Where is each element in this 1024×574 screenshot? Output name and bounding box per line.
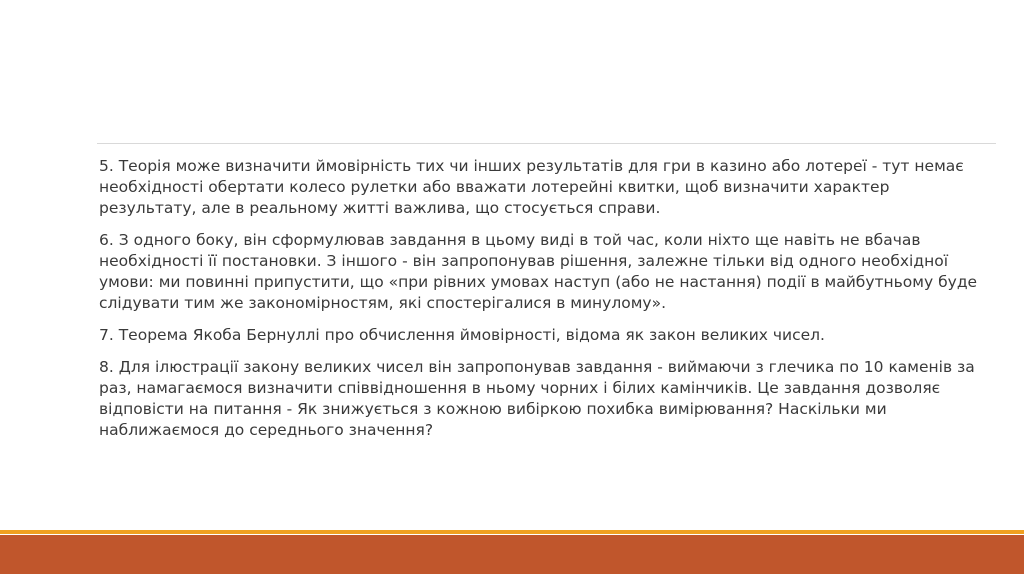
- paragraph-8: 8. Для ілюстрації закону великих чисел він запропонував завдання - виймаючи з глечика по 10 каменів за раз, намагаємося визначити співвідношення в ньому чорних і білих камінчиків. Це завдання дозволяє відповісти на питання - Як знижується з кожною вибіркою похибка вимірювання? Наскільки ми наближаємося до середнього значення?: [99, 358, 975, 439]
- title-divider: [97, 143, 996, 144]
- footer-accent-line: [0, 530, 1024, 534]
- slide-body: [99, 156, 979, 452]
- paragraph-7: 7. Теорема Якоба Бернуллі про обчислення ймовірності, відома як закон великих чисел.: [99, 326, 825, 344]
- paragraph-5: 5. Теорія може визначити ймовірність тих чи інших результатів для гри в казино або лотереї - тут немає необхідності обертати колесо рулетки або вважати лотерейні квитки, щоб визначити характер результату, але в реальному житті важлива, що стосується справи.: [99, 157, 964, 217]
- paragraph-6: 6. З одного боку, він сформулював завдання в цьому виді в той час, коли ніхто ще навіть не вбачав необхідності її постановки. З іншого - він запропонував рішення, залежне тільки від одного необхідної умови: ми повинні припустити, що «при рівних умовах наступ (або не настання) події в майбутньому буде слідувати тим же закономірностям, які спостерігалися в минулому».: [99, 231, 978, 312]
- footer-bar: [0, 535, 1024, 574]
